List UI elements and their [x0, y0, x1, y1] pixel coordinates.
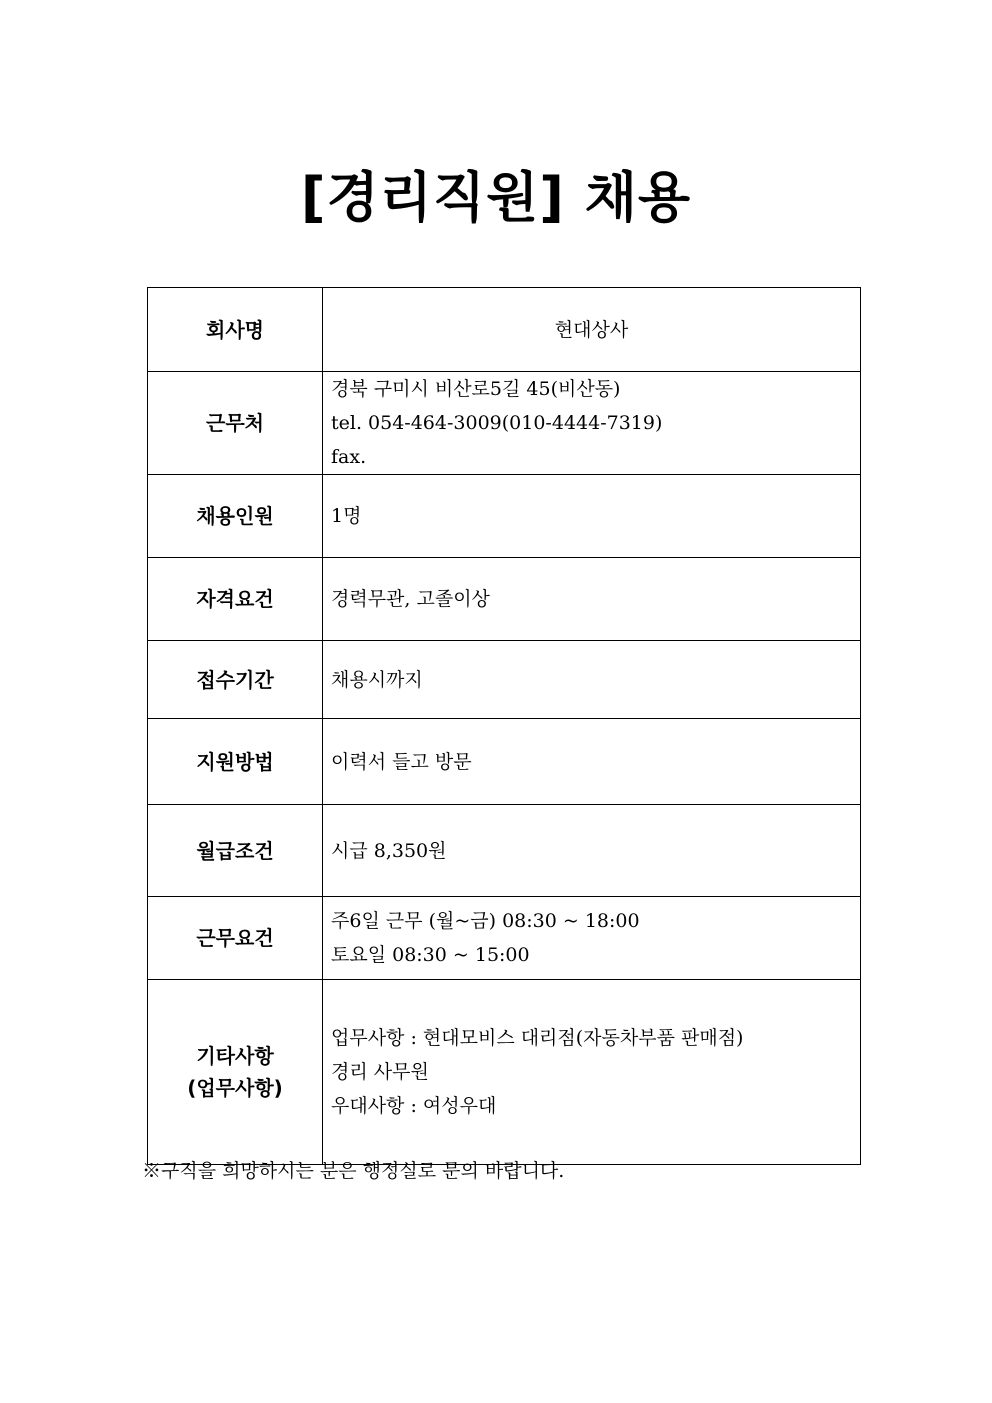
table-row-other [148, 980, 861, 1165]
table-row-work-conditions [148, 897, 861, 980]
weekday-hours-line: 주6일 근무 (월~금) 08:30 ~ 18:00 [331, 910, 640, 932]
row-label: 근무요건 [148, 897, 323, 980]
table-row-qualification [148, 558, 861, 641]
row-label: 기타사항 (업무사항) [148, 980, 323, 1165]
table-row-salary [148, 805, 861, 897]
preference-line: 우대사항 : 여성우대 [331, 1095, 497, 1117]
table-row-application-period [148, 641, 861, 719]
table-row-headcount [148, 475, 861, 558]
saturday-hours-line: 토요일 08:30 ~ 15:00 [331, 944, 530, 966]
company-name-value: 현대상사 [323, 288, 861, 372]
workplace-value [323, 372, 861, 475]
fax-line: fax. [331, 446, 367, 468]
table-row-workplace [148, 372, 861, 475]
address-line: 경북 구미시 비산로5길 45(비산동) [331, 378, 621, 400]
other-value [323, 980, 861, 1165]
table-row-application-method [148, 719, 861, 805]
application-period-value: 채용시까지 [323, 641, 861, 719]
row-label: 자격요건 [148, 558, 323, 641]
salary-value: 시급 8,350원 [323, 805, 861, 897]
row-label: 회사명 [148, 288, 323, 372]
footer-note: ※구직을 희망하시는 분은 행정실로 문의 바랍니다. [142, 1160, 565, 1182]
page-title: [경리직원] 채용 [300, 166, 692, 229]
row-label: 채용인원 [148, 475, 323, 558]
table-row-company [148, 288, 861, 372]
row-label: 지원방법 [148, 719, 323, 805]
qualification-value: 경력무관, 고졸이상 [323, 558, 861, 641]
duty-line: 업무사항 : 현대모비스 대리점(자동차부품 판매점) [331, 1027, 744, 1049]
recruitment-table [147, 287, 861, 1165]
row-label: 접수기간 [148, 641, 323, 719]
position-line: 경리 사무원 [331, 1061, 429, 1083]
application-method-value: 이력서 들고 방문 [323, 719, 861, 805]
work-conditions-value [323, 897, 861, 980]
tel-line: tel. 054-464-3009(010-4444-7319) [331, 412, 663, 434]
headcount-value: 1명 [323, 475, 861, 558]
row-label: 근무처 [148, 372, 323, 475]
row-label: 월급조건 [148, 805, 323, 897]
